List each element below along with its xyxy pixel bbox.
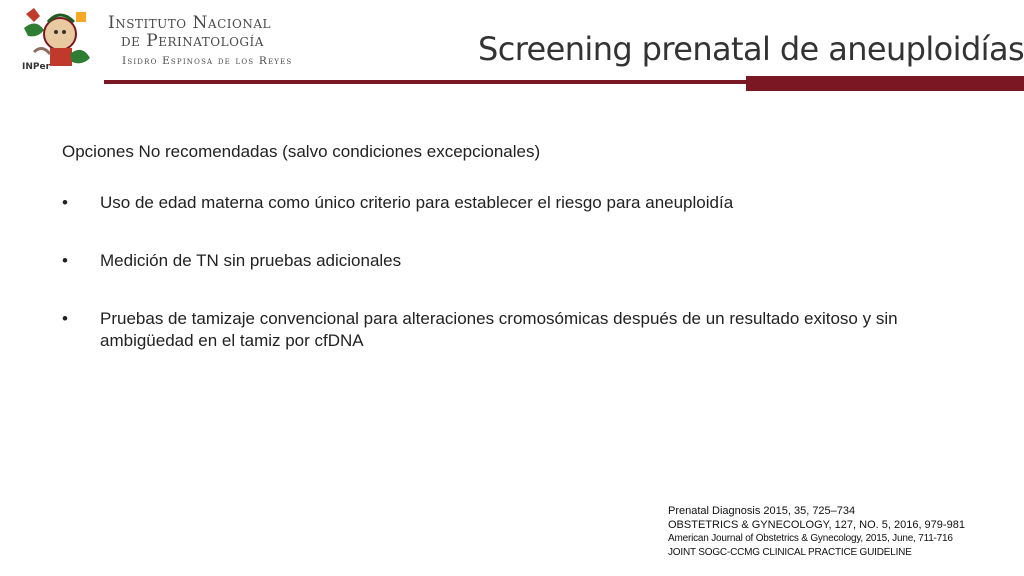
institution-line-3: Isidro Espinosa de los Reyes (122, 55, 293, 67)
reference-item: American Journal of Obstetrics & Gynecology, 2015, June, 711-716 (668, 533, 953, 544)
bullet-marker: • (62, 309, 68, 328)
logo-caption: INPer (22, 62, 51, 72)
institution-name (108, 14, 292, 69)
bullet-text: Uso de edad materna como único criterio para establecer el riesgo para aneuploidía (100, 193, 734, 212)
institution-line-1: Instituto Nacional (108, 13, 271, 33)
bullet-text: Medición de TN sin pruebas adicionales (100, 251, 402, 270)
bullet-marker: • (62, 193, 68, 212)
bullet-item (62, 192, 962, 214)
bullet-marker: • (62, 251, 68, 270)
reference-item: OBSTETRICS & GYNECOLOGY, 127, NO. 5, 2016, 979-981 (668, 518, 965, 531)
institution-logo (20, 4, 98, 78)
references (668, 505, 965, 559)
bullet-item (62, 250, 962, 272)
bullet-text: Pruebas de tamizaje convencional para alteraciones cromosómicas después de un resultado exitoso y sin ambigüedad en el tamiz por cfDNA (100, 309, 898, 350)
reference-item: Prenatal Diagnosis 2015, 35, 725–734 (668, 505, 856, 517)
section-heading: Opciones No recomendadas (salvo condiciones excepcionales) (62, 142, 541, 161)
institution-line-2: de Perinatología (121, 31, 264, 51)
slide-title: Screening prenatal de aneuploidías (478, 30, 1024, 68)
bullet-item (62, 308, 962, 352)
reference-item: JOINT SOGC-CCMG CLINICAL PRACTICE GUIDELINE (668, 546, 912, 558)
slide-body (62, 142, 962, 388)
header-accent-bar (746, 76, 1024, 91)
